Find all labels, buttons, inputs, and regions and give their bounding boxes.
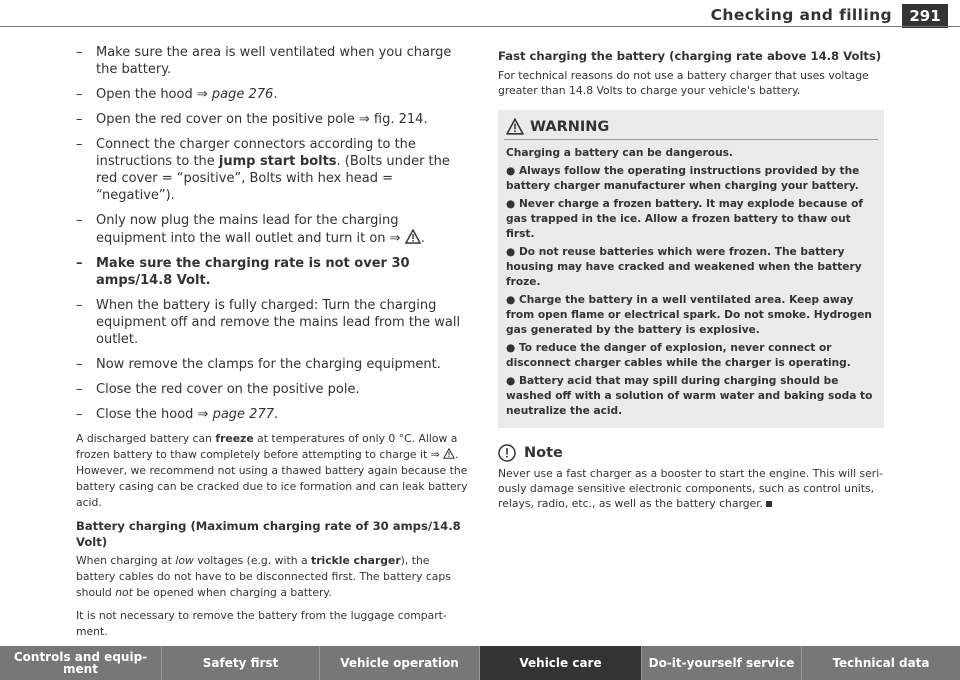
warning-header [498,110,884,139]
right-column [498,48,884,511]
step-4: – Connect the charger connectors according to the instructions to the jump start bolts. (Bolts under the red cover = “positive”, Bolts with hex head = “negative”). [76,136,468,204]
note-title: Note [524,445,563,461]
step-5: – Only now plug the mains lead for the charging equipment into the wall outlet and turn it on ⇒ . [76,212,468,247]
max-charging-paragraph: When charging at low voltages (e.g. with a trickle charger), the battery cables do not have to be disconnected first. The battery caps should not be opened when charging a battery. [76,554,451,599]
step-7: – When the battery is fully charged: Turn the charging equipment off and remove the mains lead from the wall outlet. [76,297,468,348]
warning-box [498,110,884,428]
page-ref-link[interactable]: page 276 [211,87,274,102]
page-ref-link[interactable]: page 277 [212,407,274,422]
step-10: – Close the hood ⇒ page 277. [76,406,468,423]
step-8: – Now remove the clamps for the charging equipment. [76,356,468,373]
step-2: – Open the hood ⇒ page 276. [76,86,468,103]
freeze-paragraph: A discharged battery can freeze at temperatures of only 0 °C. Allow a frozen battery to thaw completely before attempting to charge it ⇒ . However, we recommend not using a thawed battery again because the battery casing can be cracked due to ice formation and can leak battery acid. [76,432,468,509]
nav-tab-controls[interactable]: Controls and equip-ment [0,646,162,680]
fast-charging-heading: Fast charging the battery (charging rate above 14.8 Volts) [498,49,882,63]
left-column [76,44,468,647]
end-of-section-marker [766,501,772,507]
nav-tab-safety[interactable]: Safety first [162,646,320,680]
nav-tab-diy-service[interactable]: Do-it-yourself service [642,646,802,680]
warning-icon [405,229,421,244]
nav-tab-vehicle-care[interactable]: Vehicle care [480,646,642,680]
warning-item: ● Charge the battery in a well ventilated area. Keep away from open flame or electrical spark. Do not smoke. Hydrogen gas generated by the battery is explosive. [506,293,876,338]
luggage-paragraph: It is not necessary to remove the battery from the luggage compartment. [76,609,447,638]
warning-triangle-icon [506,118,524,135]
warning-item: ● Never charge a frozen battery. It may explode because of gas trapped in the ice. Allow a frozen battery to thaw out first. [506,197,876,242]
warning-item: ● To reduce the danger of explosion, never connect or disconnect charger cables while the charger is operating. [506,341,876,371]
note-circle-icon [498,444,516,462]
warning-icon [443,448,455,459]
footer-navigation [0,646,960,680]
note-text: Never use a fast charger as a booster to start the engine. This will seriously damage sensitive electronic components, such as control units, relays, radio, etc., as well as the battery charger. [498,467,884,510]
warning-item: ● Do not reuse batteries which were frozen. The battery housing may have cracked and weakened when the battery froze. [506,245,876,290]
warning-item: ● Always follow the operating instructions provided by the battery charger manufacturer when charging your battery. [506,164,876,194]
nav-tab-operation[interactable]: Vehicle operation [320,646,480,680]
warning-body [498,140,884,428]
warning-title: WARNING [530,118,610,135]
nav-tab-technical-data[interactable]: Technical data [832,656,930,670]
max-charging-heading: Battery charging (Maximum charging rate of 30 amps/14.8 Volt) [76,519,461,549]
page-number: 291 [902,4,948,28]
note-header [498,444,884,462]
warning-item: ● Battery acid that may spill during charging should be washed off with a solution of warm water and baking soda to neutralize the acid. [506,374,876,419]
step-3: – Open the red cover on the positive pole ⇒ fig. 214. [76,111,468,128]
instruction-steps [76,44,468,423]
header-title: Checking and filling [710,6,892,24]
warning-intro: Charging a battery can be dangerous. [506,147,733,159]
step-6: – Make sure the charging rate is not over 30 amps/14.8 Volt. [76,255,468,289]
fast-charging-text: For technical reasons do not use a battery charger that uses voltage greater than 14.8 Volts to charge your vehicle's battery. [498,69,869,97]
step-1: – Make sure the area is well ventilated when you charge the battery. [76,44,468,78]
header-rule [0,26,960,27]
step-9: – Close the red cover on the positive pole. [76,381,468,398]
